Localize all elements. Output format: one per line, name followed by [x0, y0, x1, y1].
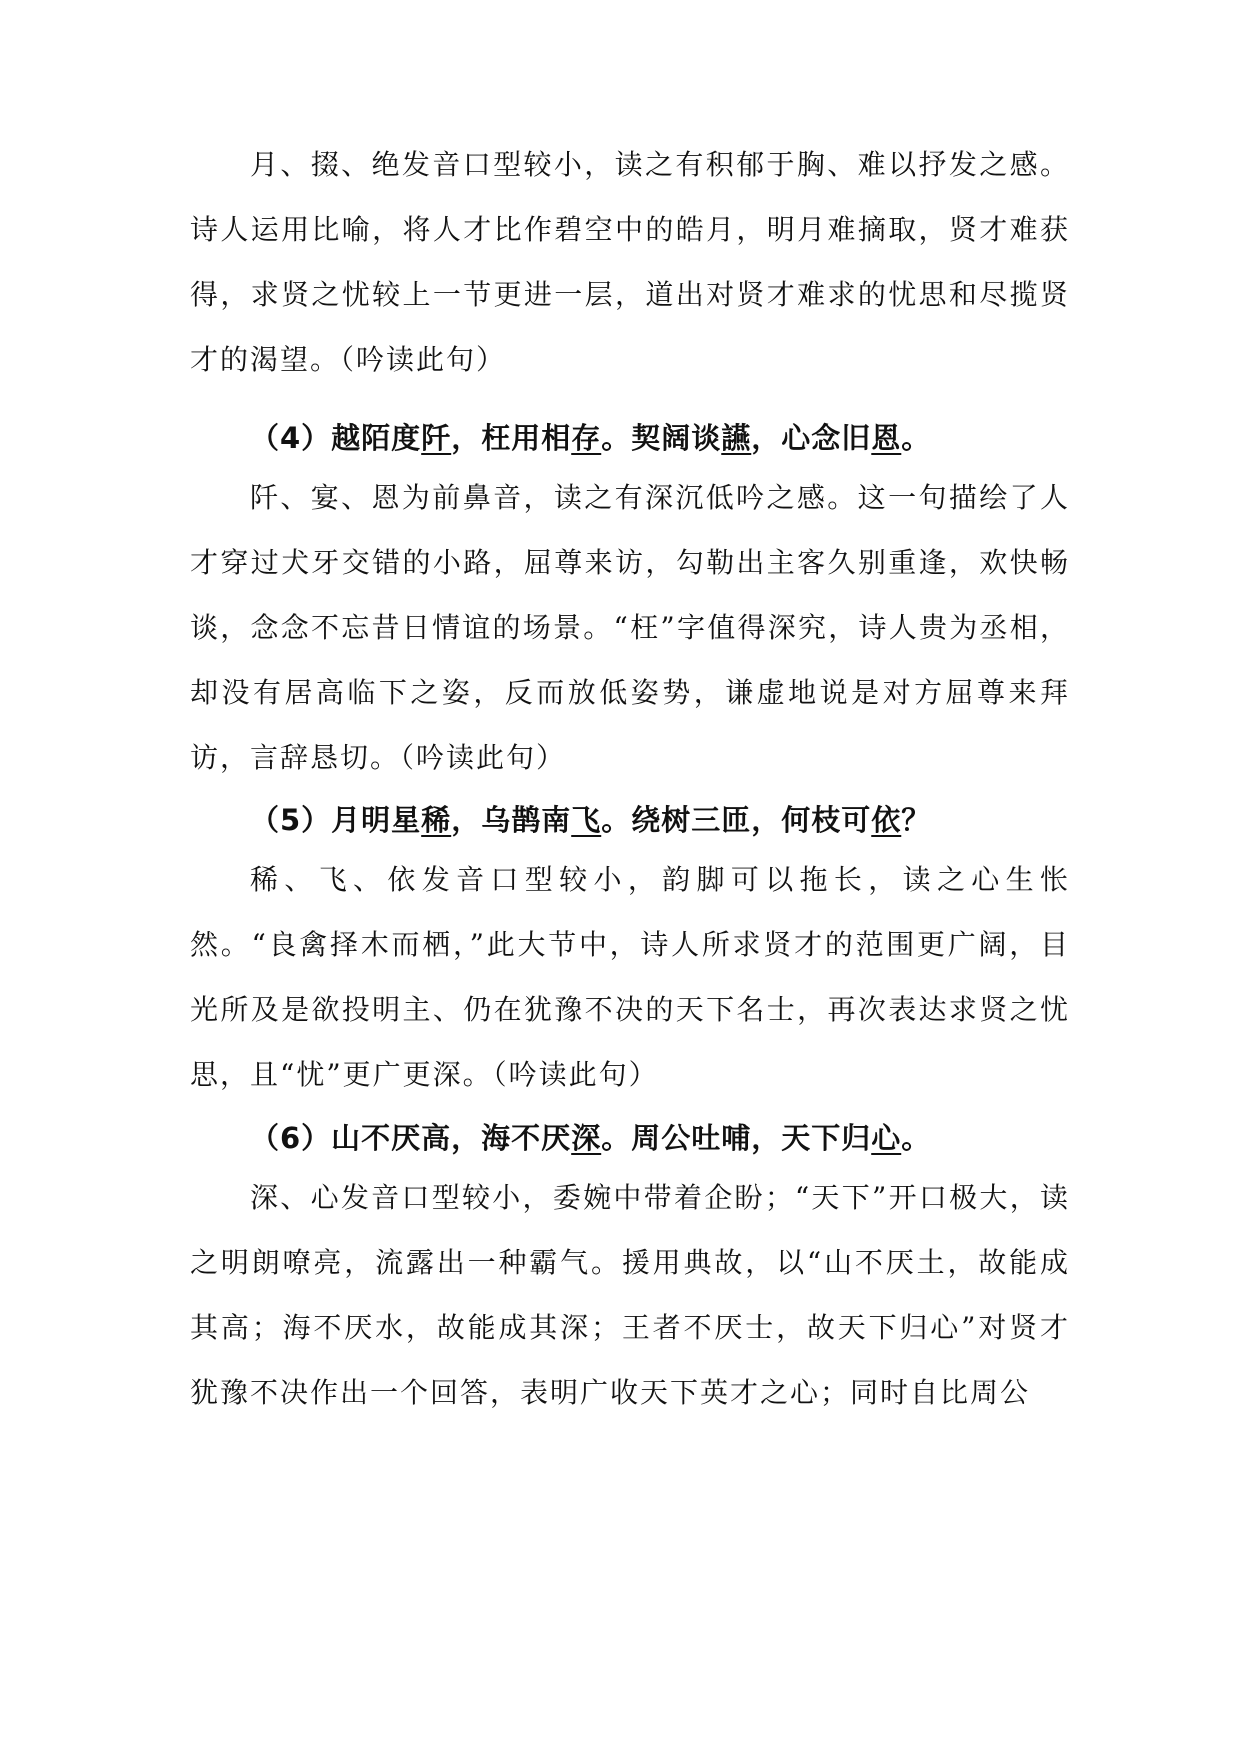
- rhyme-word: 深: [571, 1121, 602, 1155]
- rhyme-word: 阡: [421, 421, 452, 455]
- heading-text: 。周公吐哺，天下归: [601, 1121, 872, 1155]
- heading-text: （6）山不厌高，海不厌: [250, 1121, 572, 1155]
- heading-text: 。绕树三匝，何枝可: [601, 803, 872, 837]
- heading-text: ，乌鹊南: [451, 803, 572, 837]
- rhyme-word: 存: [571, 421, 602, 455]
- paragraph-6-commentary: [190, 1165, 1070, 1425]
- heading-text: 。: [901, 1121, 932, 1155]
- heading-verse-5: [250, 800, 1070, 840]
- paragraph-text: 阡、宴、恩为前鼻音，读之有深沉低吟之感。这一句描绘了人才穿过犬牙交错的小路，屈尊来访，勾勒出主客久别重逢，欢快畅谈，念念不忘昔日情谊的场景。“枉”字值得深究，诗人贵为丞相，却没有居高临下之姿，反而放低姿势，谦虚地说是对方屈尊来拜访，言辞恳切。（吟读此句）: [190, 481, 1070, 774]
- rhyme-word: 心: [871, 1121, 902, 1155]
- rhyme-word: 恩: [871, 421, 902, 455]
- rhyme-word: 飞: [571, 803, 602, 837]
- heading-text: （5）月明星: [250, 803, 422, 837]
- heading-text: （4）越陌度: [250, 421, 422, 455]
- heading-text: ？: [901, 803, 932, 837]
- paragraph-text: 深、心发音口型较小，委婉中带着企盼；“天下”开口极大，读之明朗嘹亮，流露出一种霸气。援用典故，以“山不厌土，故能成其高；海不厌水，故能成其深；王者不厌士，故天下归心”对贤才犹豫不决作出一个回答，表明广收天下英才之心；同时自比周公: [190, 1181, 1070, 1409]
- heading-text: 。契阔谈: [601, 421, 722, 455]
- heading-text: ，枉用相: [451, 421, 572, 455]
- paragraph-3-commentary: [190, 132, 1070, 392]
- heading-verse-4: [250, 418, 1070, 458]
- rhyme-word: 稀: [421, 803, 452, 837]
- heading-verse-6: [250, 1118, 1070, 1158]
- paragraph-text: 月、掇、绝发音口型较小，读之有积郁于胸、难以抒发之感。诗人运用比喻，将人才比作碧空中的皓月，明月难摘取，贤才难获得，求贤之忧较上一节更进一层，道出对贤才难求的忧思和尽揽贤才的渴望。（吟读此句）: [190, 148, 1070, 376]
- paragraph-4-commentary: [190, 465, 1070, 790]
- rhyme-word: 讌: [721, 421, 752, 455]
- heading-text: 。: [901, 421, 932, 455]
- paragraph-text: 稀、飞、依发音口型较小，韵脚可以拖长，读之心生怅然。“良禽择木而栖，”此大节中，诗人所求贤才的范围更广阔，目光所及是欲投明主、仍在犹豫不决的天下名士，再次表达求贤之忧思，且“忧”更广更深。（吟读此句）: [190, 863, 1070, 1091]
- paragraph-5-commentary: [190, 847, 1070, 1107]
- heading-text: ，心念旧: [751, 421, 872, 455]
- rhyme-word: 依: [871, 803, 902, 837]
